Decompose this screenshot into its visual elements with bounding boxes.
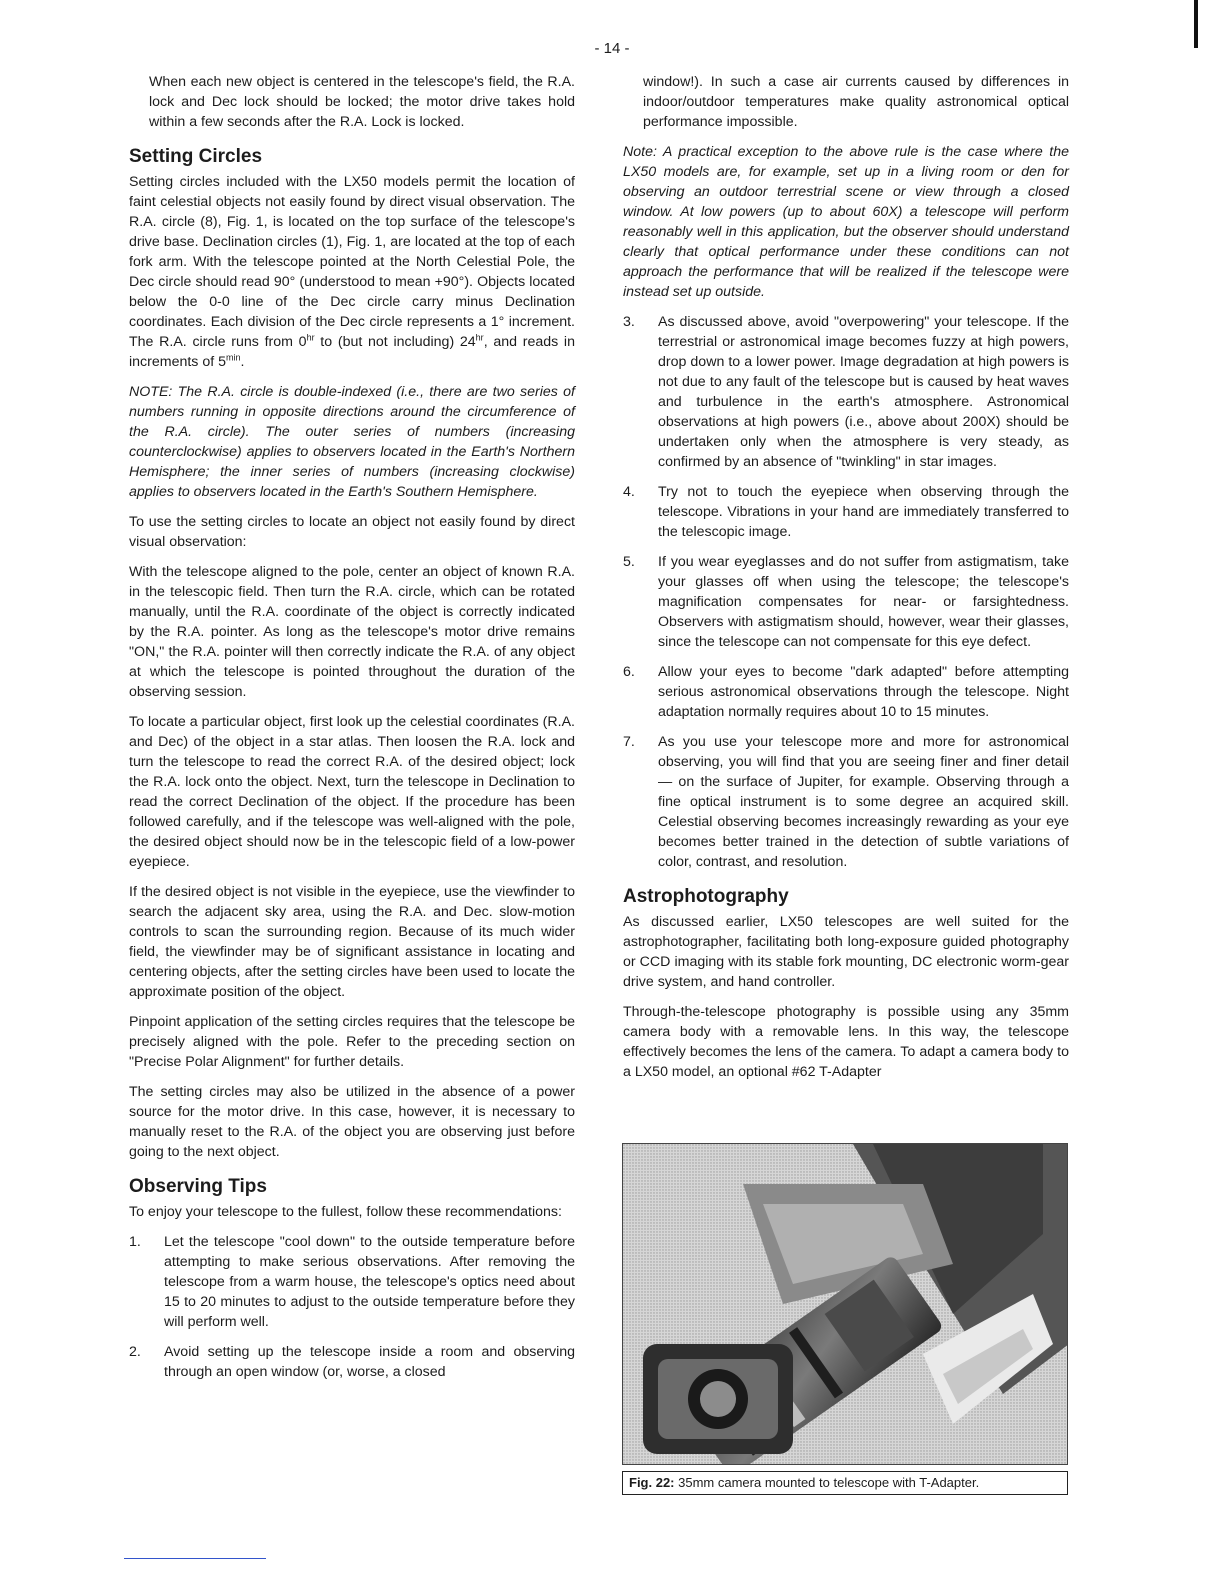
left-column: [129, 72, 575, 1392]
observing-tips-list-left: [129, 1232, 575, 1382]
ra-circle-note: NOTE: The R.A. circle is double-indexed (i.e., there are two series of numbers running in opposite directions around the circumference of the R.A. circle). The outer series of numbers (increasing counterclockwise) applies to observers located in the Earth's Northern Hemisphere; the inner series of numbers (increasing clockwise) applies to observers located in the Earth's Southern Hemisphere.: [129, 384, 575, 500]
figure-22: [622, 1143, 1068, 1495]
setting-circles-paragraph-align: With the telescope aligned to the pole, center an object of known R.A. in the telescopic field. Then turn the R.A. circle, which can be rotated manually, until the R.A. coordinate of the object is correctly indicated by the R.A. pointer. As long as the telescope's motor drive remains "ON," the R.A. pointer will then correctly indicate the R.A. of any object at which the telescope is pointed throughout the duration of the observing session.: [129, 564, 575, 700]
practical-exception-note: Note: A practical exception to the above rule is the case where the LX50 models are, for example, set up in a living room or den for observing an outdoor terrestrial scene or view through a closed window. At low powers (up to about 60X) a telescope will perform reasonably well in this application, but the observer should understand clearly that optical performance under these conditions can not approach the performance that will be realized if the telescope were instead set up outside.: [623, 144, 1069, 300]
setting-circles-paragraph-viewfinder: If the desired object is not visible in the eyepiece, use the viewfinder to search the adjacent sky area, using the R.A. and Dec. slow-motion controls to scan the surrounding region. Because of its much wider field, the viewfinder may be of significant assistance in locating and centering objects, after the setting circles have been used to locate the approximate position of the object.: [129, 884, 575, 1000]
footer-rule: [124, 1558, 266, 1559]
setting-circles-heading: Setting Circles: [129, 146, 263, 167]
observing-tips-intro: To enjoy your telescope to the fullest, follow these recommendations:: [129, 1204, 562, 1220]
observing-tips-heading: Observing Tips: [129, 1176, 267, 1197]
right-column: [623, 72, 1069, 1092]
astrophotography-paragraph-1: As discussed earlier, LX50 telescopes are well suited for the astrophotographer, facilitating both long-exposure guided photography or CCD imaging with its stable fork mounting, DC electronic worm-gear drive system, and hand controller.: [623, 914, 1069, 990]
page-number: - 14 -: [594, 40, 630, 57]
setting-circles-paragraph-power: The setting circles may also be utilized in the absence of a power source for the motor drive. In this case, however, it is necessary to manually reset to the R.A. of the object you are observing just before going to the next object.: [129, 1084, 575, 1160]
figure-caption: Fig. 22: 35mm camera mounted to telescope with T-Adapter.: [622, 1471, 1068, 1495]
camera-telescope-illustration: [623, 1144, 1068, 1465]
list-item: 6. Allow your eyes to become "dark adapted" before attempting serious astronomical observations through the telescope. Night adaptation normally requires about 10 to 15 minutes.: [623, 664, 1069, 720]
astrophotography-heading: Astrophotography: [623, 886, 789, 907]
intro-paragraph: When each new object is centered in the telescope's field, the R.A. lock and Dec lock should be locked; the motor drive takes hold within a few seconds after the R.A. Lock is locked.: [149, 74, 575, 130]
camera-telescope-photo: [622, 1143, 1068, 1465]
list-item: 7. As you use your telescope more and more for astronomical observing, you will find that you are seeing finer and finer detail — on the surface of Jupiter, for example. Observing through a fine optical instrument is to some degree an acquired skill. Celestial observing becomes increasingly rewarding as your eye becomes better trained in the detection of subtle variations of color, contrast, and resolution.: [623, 734, 1069, 870]
setting-circles-paragraph: Setting circles included with the LX50 models permit the location of faint celestial objects not easily found by direct visual observation. The R.A. circle (8), Fig. 1, is located on the top surface of the telescope's drive base. Declination circles (1), Fig. 1, are located at the top of each fork arm. With the telescope pointed at the North Celestial Pole, the Dec circle should read 90° (understood to mean +90°). Objects located below the 0-0 line of the Dec circle carry minus Declination coordinates. Each division of the Dec circle represents a 1° increment. The R.A. circle runs from $0^{hr}$ to (but not including) $24^{hr}$, and reads in increments of $5^{min}$.: [129, 174, 575, 370]
list-item: 3. As discussed above, avoid "overpowering" your telescope. If the terrestrial or astronomical image becomes fuzzy at high powers, drop down to a lower power. Image degradation at high powers is not due to any fault of the telescope but is caused by heat waves and turbulence in the earth's atmosphere. Astronomical observations at high powers (i.e., above about 200X) should be undertaken only when the atmosphere is very steady, as confirmed by an absence of "twinkling" in star images.: [623, 314, 1069, 470]
setting-circles-paragraph-pinpoint: Pinpoint application of the setting circles requires that the telescope be precisely aligned with the pole. Refer to the preceding section on "Precise Polar Alignment" for further details.: [129, 1014, 575, 1070]
astrophotography-paragraph-2: Through-the-telescope photography is possible using any 35mm camera body with a removable lens. In this way, the telescope effectively becomes the lens of the camera. To adapt a camera body to a LX50 model, an optional #62 T-Adapter: [623, 1004, 1069, 1080]
list-item: 5. If you wear eyeglasses and do not suffer from astigmatism, take your glasses off when using the telescope; the telescope's magnification compensates for near- or farsightedness. Observers with astigmatism should, however, wear their glasses, since the telescope can not compensate for this eye defect.: [623, 554, 1069, 650]
list-item: 1. Let the telescope "cool down" to the outside temperature before attempting to make serious observations. After removing the telescope from a warm house, the telescope's optics need about 15 to 20 minutes to adjust to the outside temperature before they will perform well.: [129, 1234, 575, 1330]
list-item: 4. Try not to touch the eyepiece when observing through the telescope. Vibrations in your hand are immediately transferred to the telescopic image.: [623, 484, 1069, 540]
setting-circles-usage-intro: To use the setting circles to locate an object not easily found by direct visual observation:: [129, 514, 575, 550]
list-item: 2. Avoid setting up the telescope inside a room and observing through an open window (or, worse, a closed: [129, 1344, 575, 1380]
setting-circles-paragraph-locate: To locate a particular object, first look up the celestial coordinates (R.A. and Dec) of the object in a star atlas. Then loosen the R.A. lock and turn the telescope to read the correct R.A. of the desired object; lock the R.A. lock onto the object. Next, turn the telescope in Declination to read the correct Declination of the object. If the procedure has been followed carefully, and if the telescope was well-aligned with the pole, the desired object should now be in the telescopic field of a low-power eyepiece.: [129, 714, 575, 870]
continued-paragraph: window!). In such a case air currents caused by differences in indoor/outdoor temperatures make quality astronomical optical performance impossible.: [643, 74, 1069, 130]
observing-tips-list-right: [623, 312, 1069, 872]
